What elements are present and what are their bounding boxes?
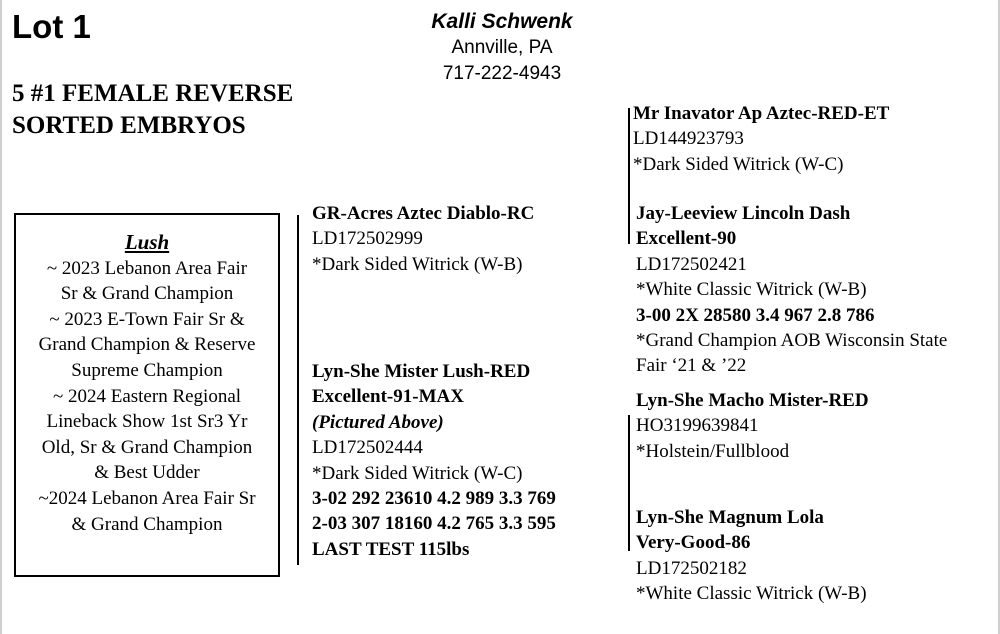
sire-sire-name: Mr Inavator Ap Aztec-RED-ET <box>633 103 890 124</box>
sire-dam-reg: LD172502421 <box>636 253 747 275</box>
dam-pictured: (Pictured Above) <box>312 411 444 433</box>
sire-note: *Dark Sided Witrick (W-B) <box>312 253 523 275</box>
sire-dam-note: *White Classic Witrick (W-B) <box>636 279 867 301</box>
dam-score: Excellent-91-MAX <box>312 386 464 408</box>
dam-dam-note: *White Classic Witrick (W-B) <box>636 583 867 605</box>
dam-dam-score: Very-Good-86 <box>636 532 751 554</box>
dam-record-1: 3-02 292 23610 4.2 989 3.3 769 <box>312 488 556 510</box>
dam-sire-block <box>636 388 869 464</box>
sire-block <box>312 201 534 277</box>
lush-award-line: Lineback Show 1st Sr3 Yr <box>46 411 248 433</box>
sire-sire-note: *Dark Sided Witrick (W-C) <box>633 153 844 175</box>
dam-dam-name: Lyn-She Magnum Lola <box>636 507 824 528</box>
lush-award-line: Old, Sr & Grand Champion <box>41 436 253 458</box>
dam-sire-note: *Holstein/Fullblood <box>636 440 790 462</box>
lush-award-line: Supreme Champion <box>71 359 223 381</box>
dam-sire-name: Lyn-She Macho Mister-RED <box>636 390 869 411</box>
sire-dam-record: 3-00 2X 28580 3.4 967 2.8 786 <box>636 304 875 326</box>
sire-sire-reg: LD144923793 <box>633 128 744 150</box>
seller-phone: 717-222-4943 <box>442 63 562 84</box>
dam-dam-block <box>636 505 867 607</box>
offer-line-1: 5 #1 FEMALE REVERSE <box>12 80 294 107</box>
sire-dam-award-1: *Grand Champion AOB Wisconsin State <box>636 330 948 352</box>
sire-dam-name: Jay-Leeview Lincoln Dash <box>636 203 851 224</box>
dam-block <box>312 359 556 562</box>
pedigree-line-parents <box>297 215 299 565</box>
dam-name: Lyn-She Mister Lush-RED <box>312 361 531 382</box>
lush-award-line: & Grand Champion <box>71 513 223 535</box>
offer-description <box>12 78 293 142</box>
seller-info <box>400 9 604 87</box>
lush-award-line: ~ 2024 Eastern Regional <box>52 385 242 407</box>
lush-award-line: ~ 2023 E-Town Fair Sr & <box>49 308 245 330</box>
lush-award-line: ~2024 Lebanon Area Fair Sr <box>38 487 256 509</box>
dam-dam-reg: LD172502182 <box>636 557 747 579</box>
lush-name: Lush <box>124 230 170 254</box>
offer-line-2: SORTED EMBRYOS <box>12 112 246 139</box>
dam-reg: LD172502444 <box>312 437 423 459</box>
sire-dam-award-2: Fair ‘21 & ’22 <box>636 355 747 377</box>
lush-award-line: Grand Champion & Reserve <box>38 334 256 356</box>
dam-record-2: 2-03 307 18160 4.2 765 3.3 595 <box>312 513 556 535</box>
pedigree-line-dam-grandparents <box>628 415 630 551</box>
pedigree-line-sire-grandparents <box>628 108 630 244</box>
lush-awards-box <box>14 213 280 577</box>
seller-town: Annville, PA <box>451 37 553 58</box>
seller-name: Kalli Schwenk <box>431 10 573 33</box>
lush-award-line: & Best Udder <box>94 462 200 484</box>
dam-last-test: LAST TEST 115lbs <box>312 538 470 560</box>
dam-sire-reg: HO3199639841 <box>636 415 759 437</box>
sire-dam-block <box>636 201 947 379</box>
sire-reg: LD172502999 <box>312 228 423 250</box>
dam-note: *Dark Sided Witrick (W-C) <box>312 462 523 484</box>
page-border-left <box>0 0 2 634</box>
lush-award-line: Sr & Grand Champion <box>60 283 234 305</box>
sire-sire-block <box>633 101 889 177</box>
sire-dam-score: Excellent-90 <box>636 228 737 250</box>
sire-name: GR-Acres Aztec Diablo-RC <box>312 203 535 224</box>
lush-award-line: ~ 2023 Lebanon Area Fair <box>46 257 248 279</box>
lot-title: Lot 1 <box>12 8 91 45</box>
